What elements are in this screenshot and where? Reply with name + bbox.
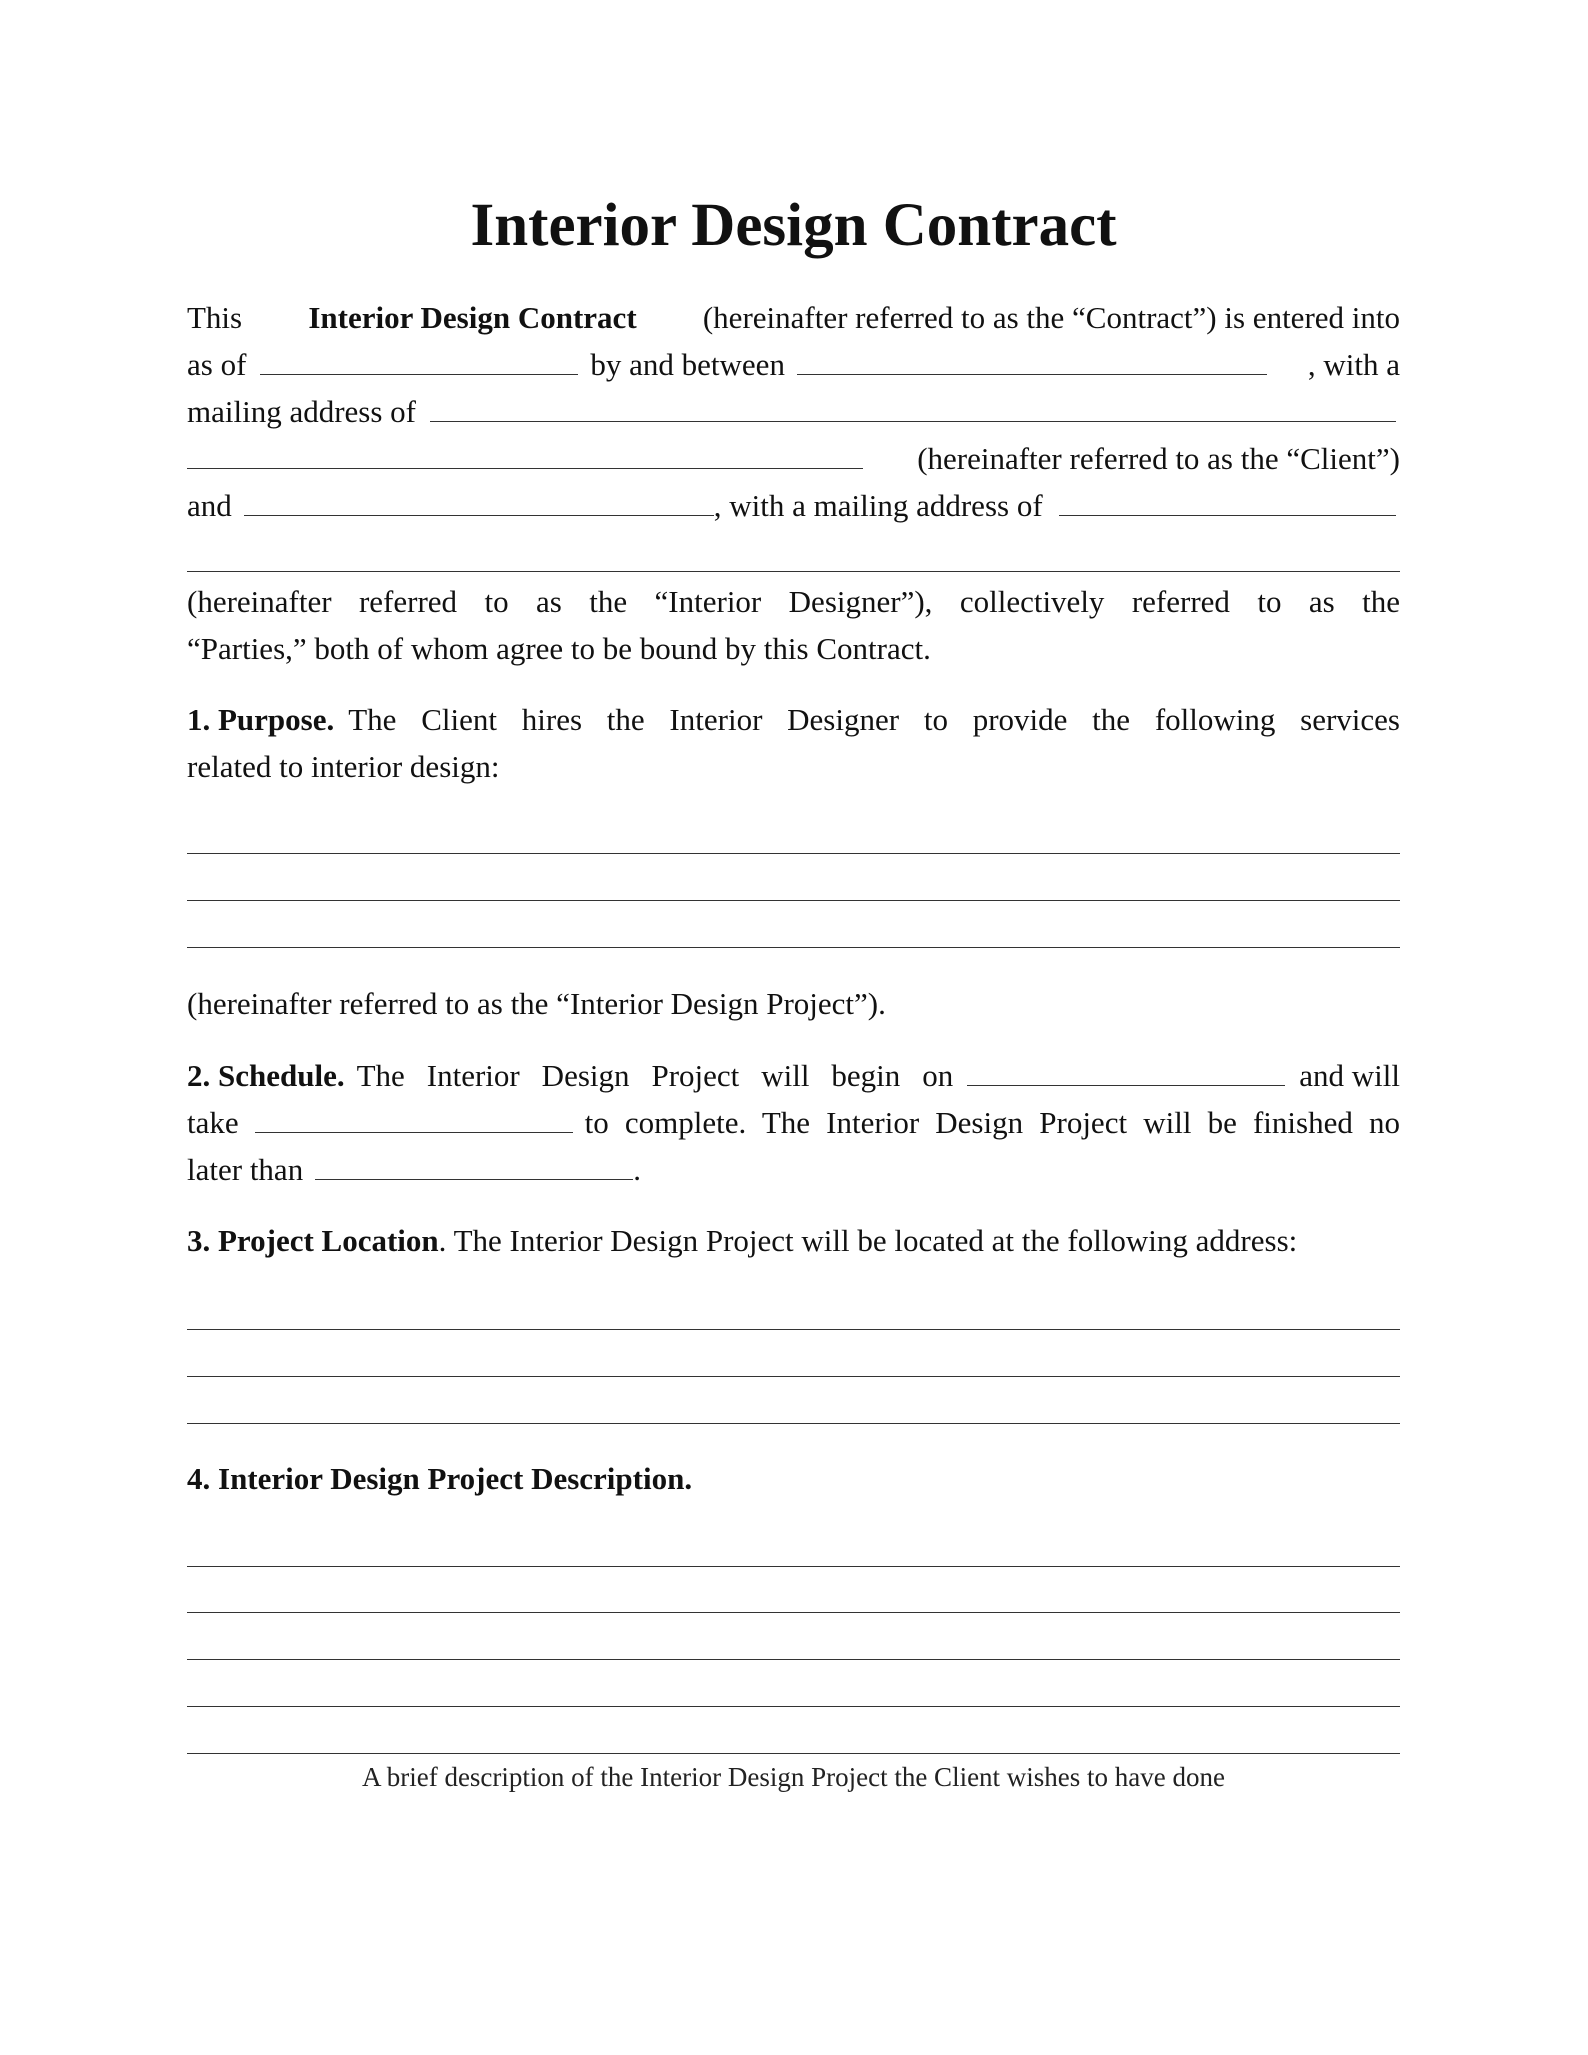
description-line-blank-5[interactable] bbox=[187, 1753, 1400, 1754]
intro-line-3 bbox=[187, 388, 1400, 435]
purpose-text-2: related to interior design: bbox=[187, 749, 500, 784]
description-line-blank-1[interactable] bbox=[187, 1566, 1400, 1567]
purpose-after bbox=[187, 980, 1400, 1027]
schedule-later-than: later than bbox=[187, 1152, 304, 1187]
intro-mailing-address: mailing address of bbox=[187, 394, 417, 429]
duration-blank[interactable] bbox=[255, 1102, 573, 1133]
description-line-blank-3[interactable] bbox=[187, 1659, 1400, 1660]
schedule-line-1 bbox=[187, 1052, 1400, 1099]
schedule-and-will: and will bbox=[1299, 1058, 1400, 1093]
purpose-heading: 1. Purpose. bbox=[187, 702, 335, 737]
schedule-text-1: The Interior Design Project will begin on bbox=[356, 1058, 954, 1093]
schedule-line-3 bbox=[187, 1146, 1400, 1193]
intro-designer-mailing: , with a mailing address of bbox=[713, 488, 1043, 523]
location-section bbox=[187, 1217, 1400, 1264]
intro-paragraph bbox=[187, 294, 1400, 529]
purpose-line-1 bbox=[187, 696, 1400, 743]
client-address-blank-1[interactable] bbox=[430, 391, 1396, 422]
schedule-line-2 bbox=[187, 1099, 1400, 1146]
start-date-blank[interactable] bbox=[967, 1055, 1285, 1086]
document-title: Interior Design Contract bbox=[470, 192, 1117, 259]
location-line-blank-2[interactable] bbox=[187, 1376, 1400, 1377]
schedule-heading: 2. Schedule. bbox=[187, 1058, 345, 1093]
intro-and: and bbox=[187, 488, 232, 523]
client-name-blank[interactable] bbox=[797, 344, 1267, 375]
location-text: . The Interior Design Project will be located at the following address: bbox=[438, 1223, 1298, 1258]
intro-by-and-between: by and between bbox=[590, 347, 785, 382]
effective-date-blank[interactable] bbox=[260, 344, 578, 375]
description-heading-row bbox=[187, 1455, 1400, 1502]
intro-line-1-rest: (hereinafter referred to as the “Contract”) is entered into bbox=[702, 300, 1400, 335]
schedule-period: . bbox=[633, 1152, 641, 1187]
intro-line-4 bbox=[187, 435, 1400, 482]
designer-name-blank[interactable] bbox=[244, 485, 714, 516]
end-date-blank[interactable] bbox=[315, 1149, 633, 1180]
purpose-project-ref: (hereinafter referred to as the “Interior Design Project”). bbox=[187, 986, 886, 1021]
intro-as-of: as of bbox=[187, 347, 247, 382]
location-line bbox=[187, 1217, 1400, 1264]
designer-address-blank-2[interactable] bbox=[187, 571, 1400, 572]
description-caption: A brief description of the Interior Design Project the Client wishes to have done bbox=[361, 1762, 1226, 1792]
intro-line-1 bbox=[187, 294, 1400, 341]
intro-this: This bbox=[187, 300, 243, 335]
description-line-blank-2[interactable] bbox=[187, 1612, 1400, 1613]
intro-contract-name: Interior Design Contract bbox=[308, 300, 637, 335]
intro-with-a: , with a bbox=[1307, 347, 1400, 382]
client-address-blank-2[interactable] bbox=[187, 438, 863, 469]
schedule-take: take bbox=[187, 1105, 239, 1140]
purpose-text-1: The Client hires the Interior Designer to provide the following services bbox=[348, 702, 1400, 737]
designer-address-blank-1[interactable] bbox=[1059, 485, 1396, 516]
intro-client-ref: (hereinafter referred to as the “Client”) bbox=[917, 441, 1400, 476]
description-heading: 4. Interior Design Project Description. bbox=[187, 1461, 693, 1496]
purpose-line-blank-3[interactable] bbox=[187, 947, 1400, 948]
location-line-blank-3[interactable] bbox=[187, 1423, 1400, 1424]
purpose-line-blank-1[interactable] bbox=[187, 853, 1400, 854]
purpose-line-blank-2[interactable] bbox=[187, 900, 1400, 901]
intro-line-2 bbox=[187, 341, 1400, 388]
schedule-text-2: to complete. The Interior Design Project will be finished no bbox=[584, 1105, 1400, 1140]
intro-line-5 bbox=[187, 482, 1400, 529]
location-heading: 3. Project Location bbox=[187, 1223, 439, 1258]
parties-line-1: (hereinafter referred to as the “Interior Designer”), collectively referred to as the bbox=[187, 584, 1400, 619]
parties-paragraph bbox=[187, 578, 1400, 672]
schedule-section bbox=[187, 1052, 1400, 1193]
description-section bbox=[187, 1455, 1400, 1502]
description-line-blank-4[interactable] bbox=[187, 1706, 1400, 1707]
parties-line-2: “Parties,” both of whom agree to be bound by this Contract. bbox=[187, 631, 931, 666]
purpose-section bbox=[187, 696, 1400, 790]
location-line-blank-1[interactable] bbox=[187, 1329, 1400, 1330]
